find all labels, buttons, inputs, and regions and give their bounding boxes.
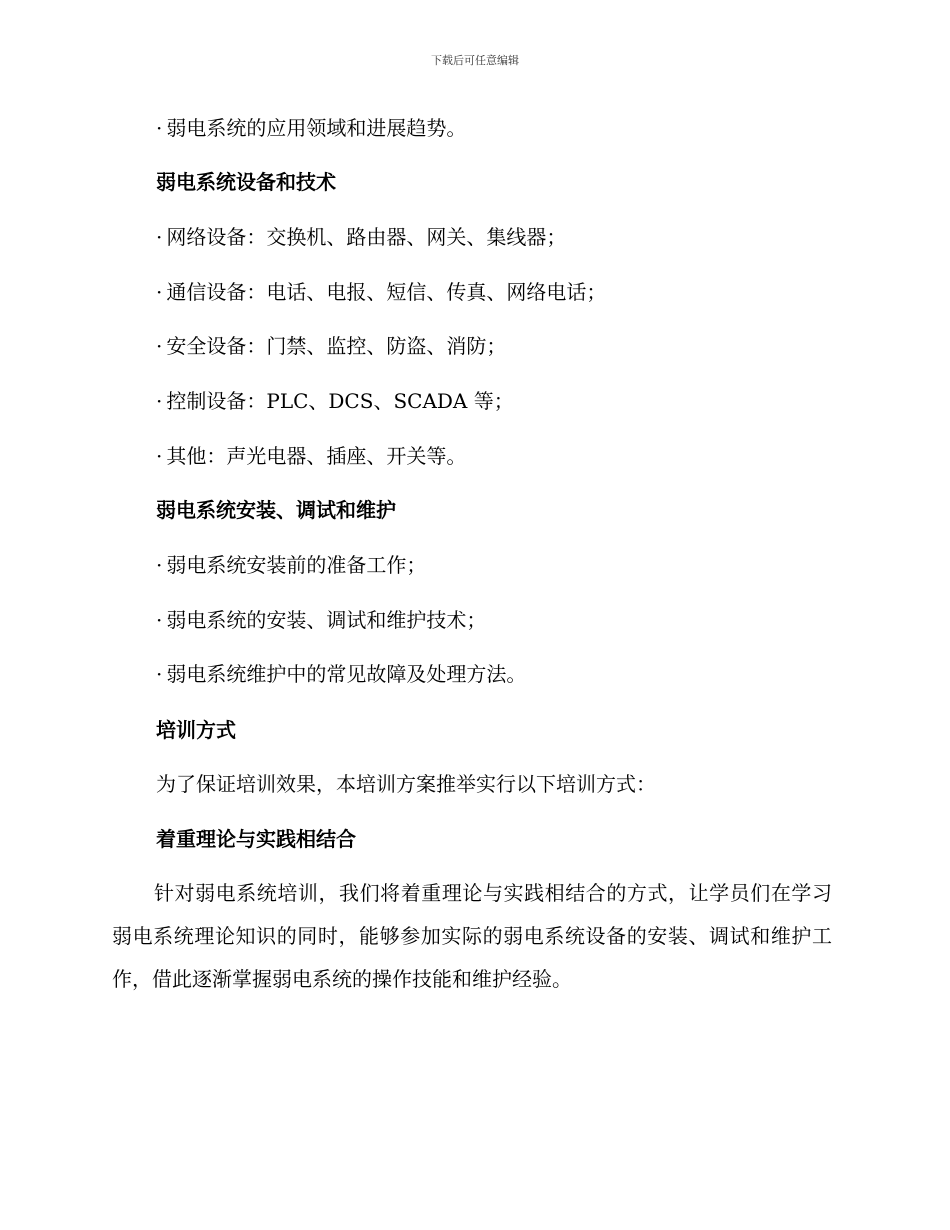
list-item-text: 安全设备：门禁、监控、防盗、消防； <box>166 334 507 358</box>
bullet-icon: · <box>156 280 163 304</box>
list-item <box>156 223 566 251</box>
list-item-text: 弱电系统安装前的准备工作； <box>166 553 427 577</box>
body-paragraph: 针对弱电系统培训，我们将着重理论与实践相结合的方式，让学员们在学习弱电系统理论知识的同时，能够参加实际的弱电系统设备的安装、调试和维护工作，借此逐渐掌握弱电系统的操作技能和维护经验。 <box>112 881 832 991</box>
bullet-icon: · <box>156 225 163 249</box>
list-item <box>156 278 606 306</box>
bullet-icon: · <box>156 444 163 468</box>
list-item-text: 网络设备：交换机、路由器、网关、集线器； <box>166 225 567 249</box>
list-item <box>156 606 486 634</box>
bullet-icon: · <box>156 553 163 577</box>
list-item <box>156 660 526 688</box>
intro-text: 为了保证培训效果，本培训方案推举实行以下培训方式： <box>156 772 656 796</box>
section-heading-method: 培训方式 <box>156 718 236 742</box>
section-heading-devices: 弱电系统设备和技术 <box>156 170 336 194</box>
list-item-text: 弱电系统的应用领域和进展趋势。 <box>166 116 467 140</box>
bullet-icon: · <box>156 334 163 358</box>
bullet-icon: · <box>156 116 163 140</box>
list-item-text: 弱电系统维护中的常见故障及处理方法。 <box>166 662 527 686</box>
list-item <box>156 114 466 142</box>
bullet-icon: · <box>156 608 163 632</box>
list-item <box>156 387 514 415</box>
section-heading-theory: 着重理论与实践相结合 <box>156 827 356 851</box>
list-item <box>156 442 466 470</box>
list-item <box>156 332 506 360</box>
page-header-note: 下载后可任意编辑 <box>431 54 519 67</box>
bullet-icon: · <box>156 662 163 686</box>
list-item-text: 通信设备：电话、电报、短信、传真、网络电话； <box>166 280 607 304</box>
list-item-text: 其他：声光电器、插座、开关等。 <box>166 444 467 468</box>
bullet-icon: · <box>156 389 163 413</box>
list-item-text: 控制设备：PLC、DCS、SCADA 等； <box>166 389 514 413</box>
list-item-text: 弱电系统的安装、调试和维护技术； <box>166 608 487 632</box>
list-item <box>156 551 426 579</box>
section-heading-install: 弱电系统安装、调试和维护 <box>156 498 396 522</box>
